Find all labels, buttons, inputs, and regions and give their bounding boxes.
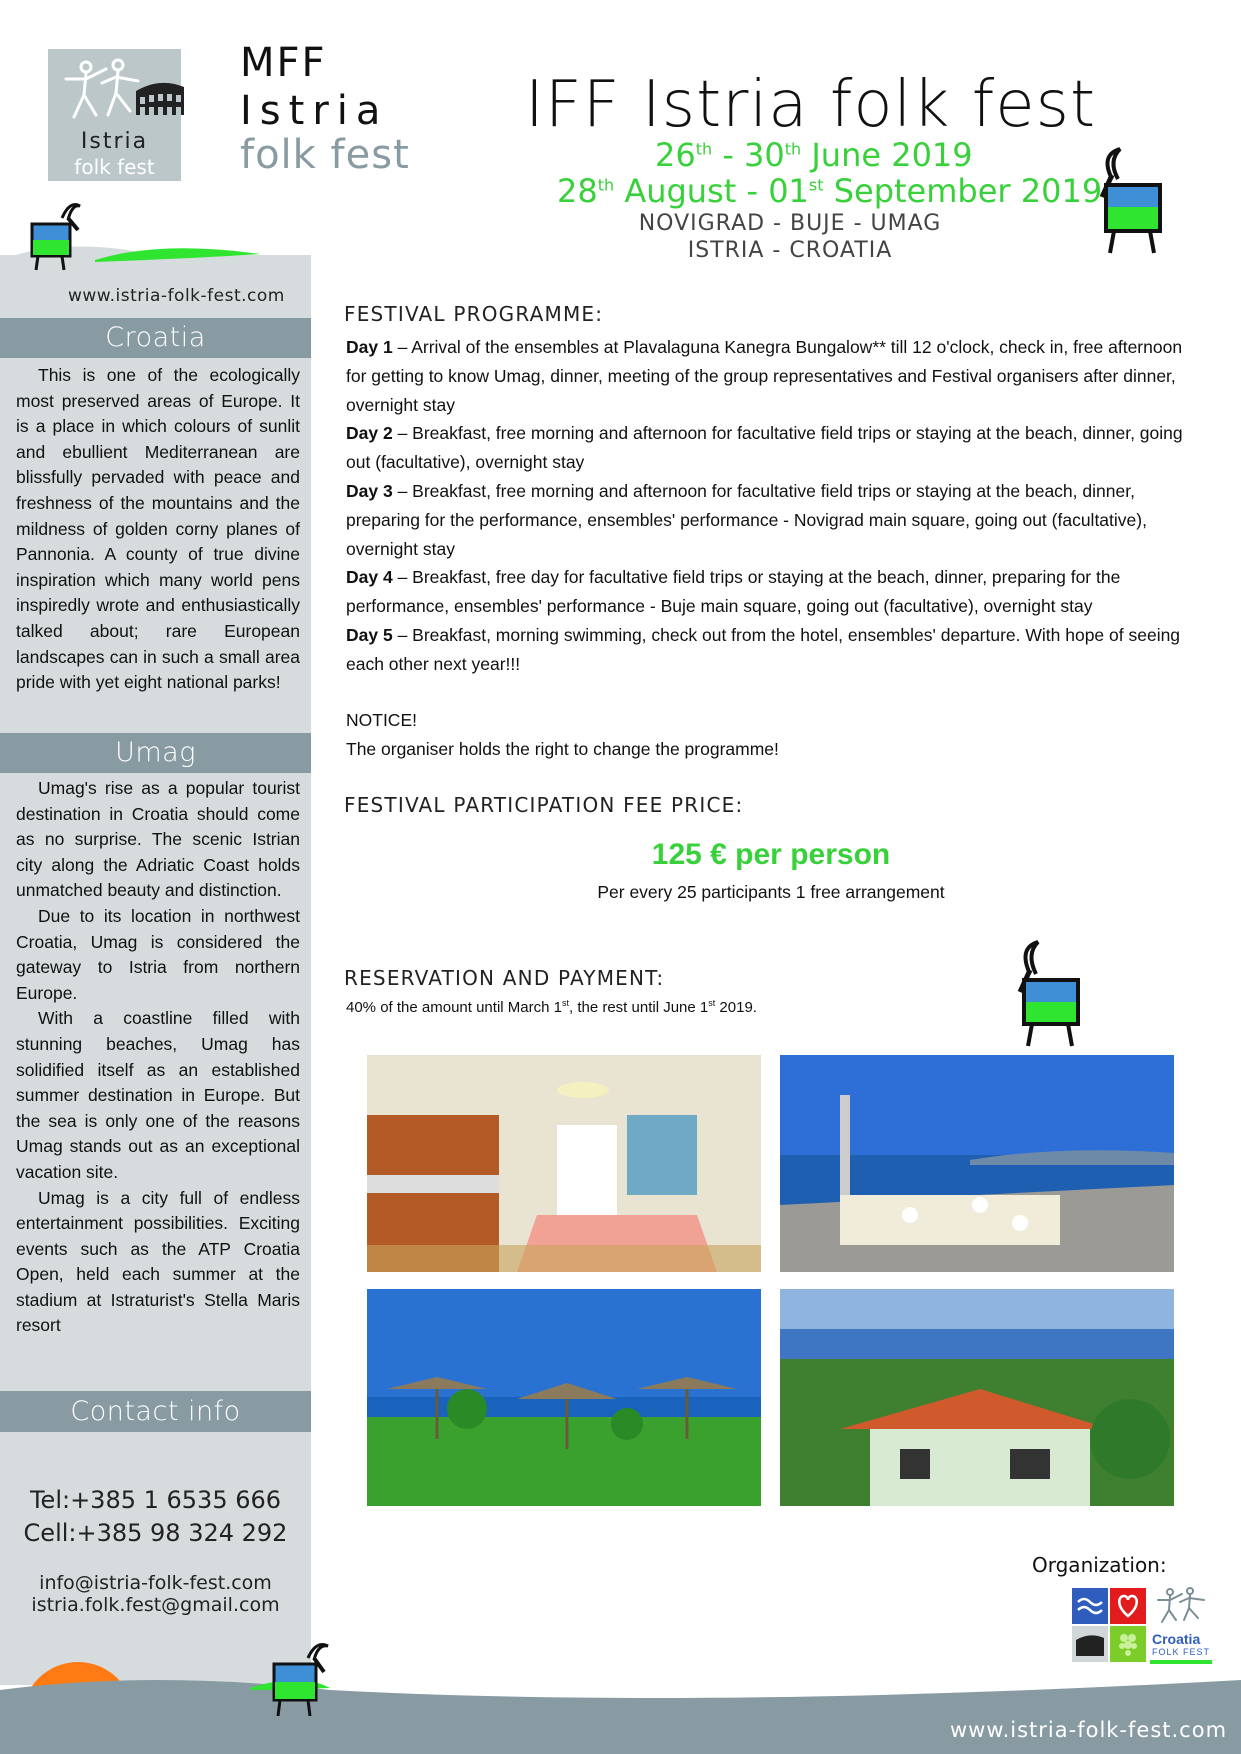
goat-icon [1094, 145, 1174, 263]
sponsor-underline [1150, 1660, 1212, 1664]
date-line-2: 28th August - 01st September 2019 [557, 172, 1103, 210]
colosseum-icon [134, 77, 186, 117]
photo-beach-gardens [367, 1289, 761, 1506]
photo-bungalows [780, 1289, 1174, 1506]
contact-title: Contact info [0, 1391, 311, 1432]
logo-text-line2: folk fest [74, 155, 155, 179]
sponsor-label-2: FOLK FEST [1152, 1647, 1211, 1657]
umag-text: Umag's rise as a popular tourist destination in Croatia should come as no surprise. The scenic Istrian city along the Adriatic Coast holds unmatched beauty and distinction. Due to its location in northwest Croatia, Umag is considered the gateway to Istria from northern Europe. With a coastline filled with stunning beaches, Umag has solidified itself as an established summer destination in Europe. But the sea is only one of the reasons Umag stands out as an exceptional vacation site. Umag is a city full of endless entertainment possibilities. Exciting events such as the ATP Croatia Open, held each summer at the stadium at Istraturist's Stella Maris resort [16, 778, 300, 1336]
programme-heading: FESTIVAL PROGRAMME: [344, 302, 604, 326]
contact-email-1[interactable]: info@istria-folk-fest.com [39, 1572, 272, 1594]
dancers-icon [1152, 1584, 1212, 1626]
programme-day: Day 3 – Breakfast, free morning and afternoon for facultative field trips or staying at the beach, dinner, preparing for the performance, ensembles' performance - Novigrad main square, going out (facultative), overnight stay [346, 480, 1147, 559]
payment-heading: RESERVATION AND PAYMENT: [344, 966, 665, 990]
photo-terrace-sea-view [780, 1055, 1174, 1272]
main-title: IFF Istria folk fest [525, 68, 1097, 142]
logo-box [48, 49, 181, 181]
mff-line3: folk fest [240, 132, 410, 178]
umag-title: Umag [0, 733, 311, 773]
sponsor-logo-grape [1110, 1626, 1146, 1662]
notice-title: NOTICE! [346, 710, 417, 730]
sponsor-label-1: Croatia [1152, 1631, 1201, 1647]
location-line-1: NOVIGRAD - BUJE - UMAG [638, 211, 942, 236]
footer-url[interactable]: www.istria-folk-fest.com [950, 1718, 1228, 1742]
mff-line1: MFF [240, 40, 327, 86]
fee-price: 125 € per person [651, 838, 891, 871]
mff-line2: Istria [240, 88, 389, 134]
contact-cell[interactable]: Cell:+385 98 324 292 [23, 1519, 288, 1547]
programme-day: Day 2 – Breakfast, free morning and afternoon for facultative field trips or staying at the beach, dinner, going out (facultative), overnight stay [346, 423, 1183, 473]
fee-note: Per every 25 participants 1 free arrangement [597, 882, 945, 902]
payment-text: 40% of the amount until March 1st, the rest until June 1st 2019. [346, 998, 757, 1016]
sponsor-logo-colosseum [1072, 1626, 1108, 1662]
location-line-2: ISTRIA - CROATIA [687, 238, 893, 263]
programme-day: Day 5 – Breakfast, morning swimming, check out from the hotel, ensembles' departure. With hope of seeing each other next year!!! [346, 624, 1181, 674]
croatia-title: Croatia [0, 318, 311, 358]
notice [346, 706, 779, 764]
notice-text: The organiser holds the right to change the programme! [346, 739, 779, 759]
sidebar-url[interactable]: www.istria-folk-fest.com [68, 286, 285, 306]
goat-icon [270, 1636, 332, 1724]
contact-email-2[interactable]: istria.folk.fest@gmail.com [31, 1594, 280, 1616]
logo-text-line1: Istria [80, 129, 149, 154]
programme-list [346, 333, 1206, 679]
programme-day: Day 4 – Breakfast, free day for facultative field trips or staying at the beach, dinner, preparing for the performance, ensembles' performance - Buje main square, going out (facultative), overnight stay [346, 567, 1121, 617]
fee-heading: FESTIVAL PARTICIPATION FEE PRICE: [344, 793, 744, 817]
organization-label: Organization: [1032, 1553, 1167, 1577]
goat-icon [28, 196, 86, 278]
sponsor-logo-heart [1110, 1588, 1146, 1624]
goat-icon [1010, 940, 1092, 1054]
croatia-text: This is one of the ecologically most preserved areas of Europe. It is a place in which colours of sunlit and ebullient Mediterranean are blissfully pervaded with peace and freshness of the mountains and the mildness of golden corny planes of Pannonia. A county of true divine inspiration which many world pens inspiredly wrote and enthusiastically talked about; rare European landscapes can in such a small area pride with yet eight national parks! [16, 365, 300, 693]
programme-day: Day 1 – Arrival of the ensembles at Plavalaguna Kanegra Bungalow** till 12 o'clock, check in, free afternoon for getting to know Umag, dinner, meeting of the group representatives and Festival organisers after dinner, overnight stay [346, 337, 1183, 415]
photo-apartment-interior [367, 1055, 761, 1272]
contact-tel[interactable]: Tel:+385 1 6535 666 [29, 1486, 282, 1514]
date-line-1: 26th - 30th June 2019 [655, 136, 973, 174]
sponsor-logo-wave [1072, 1588, 1108, 1624]
